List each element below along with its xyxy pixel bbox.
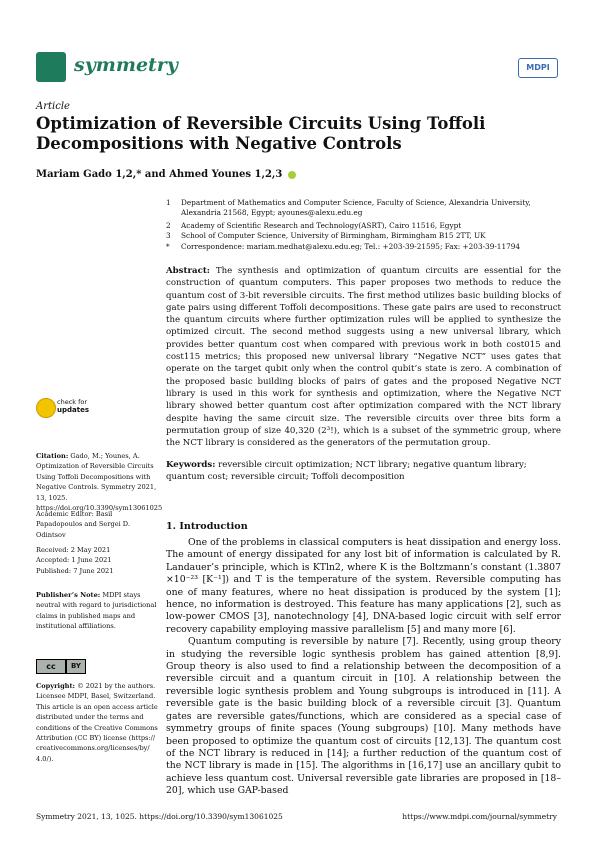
keywords [166,459,561,484]
editor-label: Academic Editor: [36,510,94,518]
abstract [166,265,561,449]
paragraph: One of the problems in classical computers is heat dissipation and energy loss. The amount of energy dissipated for any lost bit of information is calculated by R. Landauer’s principle, which is KTln2, where K is the Boltzmann’s constant (1.3807 ×10⁻²³ [K⁻¹]) and T is the temperature of the system. Reversible computing has one of many features, where no heat dissipation is produced by the system [1]; hence, no information is destroyed. This feature has many applications [2], such as low-power CMOS [3], nanotechnology [4], DNA-based logic circuit with self error recovery capability employing massive parallelism [5] and many more [6]. [166,537,561,635]
updates-line1: check for [57,398,88,406]
keywords-text: reversible circuit optimization; NCT library; negative quantum library; quantum cost; reversible circuit; Toffoli decomposition [166,460,527,483]
copyright-block [36,681,158,764]
article-title: Optimization of Reversible Circuits Using Toffoli Decompositions with Negative Controls [36,114,486,153]
academic-editor [36,509,158,540]
cc-by-icon[interactable]: BY [66,659,86,674]
dates-block [36,545,158,576]
authors-text: Mariam Gado 1,2,* and Ahmed Younes 1,2,3 [36,169,283,180]
citation-label: Citation: [36,452,69,460]
affiliation-text: School of Computer Science, University of Birmingham, Birmingham B15 2TT, UK [181,231,486,240]
journal-name[interactable]: symmetry [74,54,178,76]
paragraph: Quantum computing is reversible by nature [7]. Recently, using group theory in studying the reversible logic synthesis problem has gained attention [8,9]. Group theory is also used to find a relationship between the decomposition of a reversible circuit and a quantum circuit in [10]. A relationship between the reversible logic synthesis problem and Young subgroups is introduced in [11]. A reversible gate is the basic building block of a reversible circuit [3]. Quantum gates are reversible gates/functions, which are considered as a special case of symmetry groups of finite spaces (Young subgroups) [10]. Many methods have been proposed to optimize the quantum cost of circuits [12,13]. The quantum cost of the NCT library is reduced in [14]; a further reduction of the quantum cost of the NCT library is made in [15]. The algorithms in [16,17] use an ancillary qubit to achieve less quantum cost. Universal reversible gate libraries are proposed in [18–20], which use GAP-based [166,636,561,797]
affiliation-number: 2 [166,221,171,230]
updates-line2: updates [57,406,89,414]
citation-block [36,451,163,513]
section-heading: 1. Introduction [166,521,248,532]
publisher-note-label: Publisher’s Note: [36,591,101,599]
affiliation-number: * [166,242,170,251]
copyright-text: © 2021 by the authors. Licensee MDPI, Basel, Switzerland. This article is an open access article distributed under the terms and conditions of the Creative Commons Attribution (CC BY) license (https:// creativecommons.org/licenses/by/ 4.0/). [36,682,158,763]
check-for-updates-icon[interactable] [36,398,56,418]
publisher-note [36,590,158,632]
footer-citation[interactable]: Symmetry 2021, 13, 1025. https://doi.org/10.3390/sym13061025 [36,812,283,821]
citation-text: Gado, M.; Younes, A. Optimization of Reversible Circuits Using Toffoli Decompositions with Negative Controls. Symmetry 2021, 13, 1025. https://doi.org/10.3390/sym13061025 [36,452,163,513]
editor-text: Basil Papadopoulos and Sergei D. Odintsov [36,510,130,539]
cc-license-icon[interactable]: cc [36,659,66,674]
introduction-body [166,537,561,798]
article-type: Article [36,101,70,112]
received-date: Received: 2 May 2021 [36,546,111,554]
affiliation-text: Department of Mathematics and Computer Science, Faculty of Science, Alexandria University, Alexandria 21568, Egypt; ayounes@alexu.edu.eg [181,198,531,217]
footer-url[interactable]: https://www.mdpi.com/journal/symmetry [402,812,557,821]
author-list [36,169,296,180]
affiliation-number: 1 [166,198,171,207]
abstract-text: The synthesis and optimization of quantum circuits are essential for the construction of quantum computers. This paper proposes two methods to reduce the quantum cost of 3-bit reversible circuits. The first method utilizes basic building blocks of gate pairs using different Toffoli decompositions. These gate pairs are used to reconstruct the quantum circuits where further optimization rules will be applied to synthesize the optimized circuit. The second method suggests using a new universal library, which provides better quantum cost when compared with previous work in both cost015 and cost115 metrics; this proposed new universal library “Negative NCT” uses gates that operate on the target qubit only when the control qubit’s state is zero. A combination of the proposed basic building blocks of pairs of gates and the proposed Negative NCT library is used in this work for synthesis and optimization, where the Negative NCT library showed better quantum cost after optimization compared with the NCT library despite having the same circuit size. The reversible circuits over three bits form a permutation group of size 40,320 (2³!), which is a subset of the symmetric group, where the NCT library is considered as the generators of the permutation group. [166,266,561,449]
published-date: Published: 7 June 2021 [36,566,114,575]
check-for-updates-badge[interactable] [57,398,89,414]
publisher-logo[interactable]: MDPI [518,58,558,78]
orcid-icon[interactable] [288,171,296,179]
accepted-date: Accepted: 1 June 2021 [36,556,112,565]
copyright-label: Copyright: [36,682,75,690]
affiliation-text: Correspondence: mariam.medhat@alexu.edu.eg; Tel.: +203-39-21595; Fax: +203-39-11794 [181,242,521,251]
publisher-note-text: MDPI stays neutral with regard to jurisdictional claims in published maps and institutional affiliations. [36,591,157,631]
affiliation-number: 3 [166,231,171,240]
abstract-label: Abstract: [166,266,210,276]
affiliation-text: Academy of Scientific Research and Technology(ASRT), Cairo 11516, Egypt [181,221,462,230]
keywords-label: Keywords: [166,460,216,470]
journal-logo-icon [36,52,66,82]
